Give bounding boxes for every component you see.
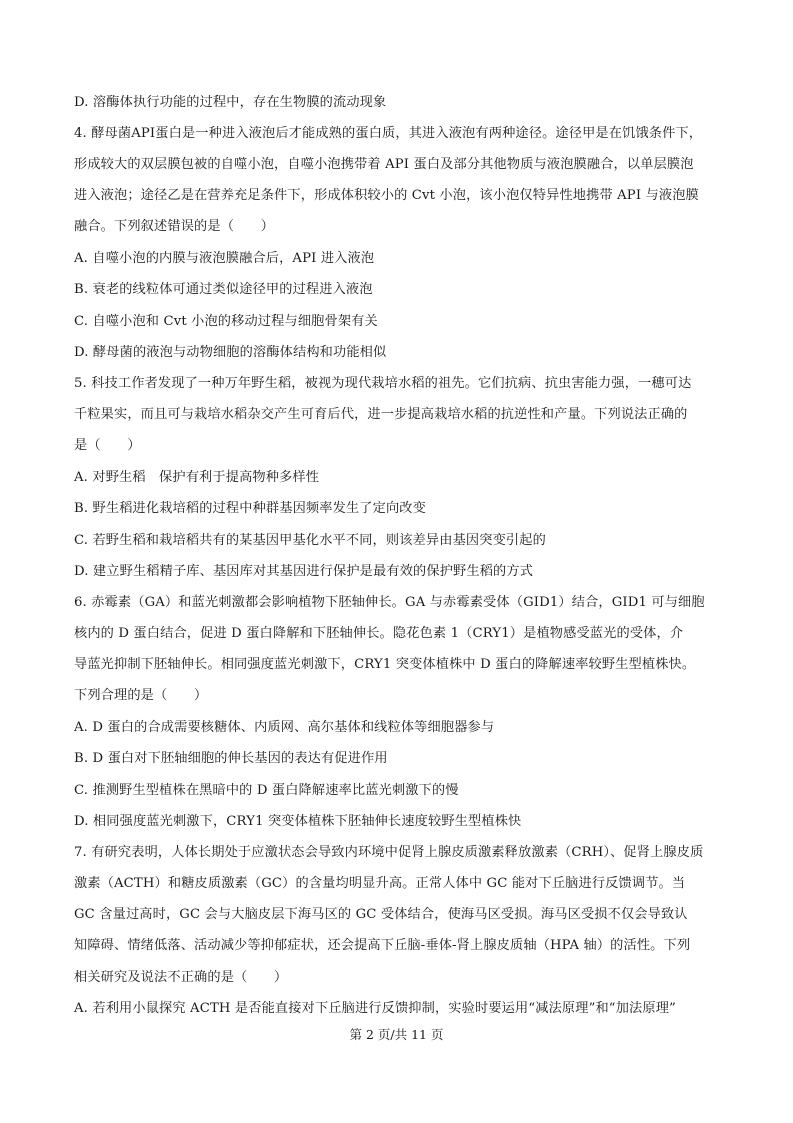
option-d: D. 建立野生稻精子库、基因库对其基因进行保护是最有效的保护野生稻的方式 [74, 564, 534, 579]
text-line: 核内的 D 蛋白结合，促进 D 蛋白降解和下胚轴伸长。隐花色素 1（CRY1）是植物感受蓝光的受体，介 [74, 626, 684, 641]
text-line: D. 溶酶体执行功能的过程中，存在生物膜的流动现象 [74, 95, 387, 110]
option-c: C. 自噬小泡和 Cvt 小泡的移动过程与细胞骨架有关 [74, 314, 378, 329]
option-c: C. 若野生稻和栽培稻共有的某基因甲基化水平不同，则该差异由基因突变引起的 [74, 533, 546, 548]
text-line: 形成较大的双层膜包被的自噬小泡，自噬小泡携带着 API 蛋白及部分其他物质与液泡膜融合，以单层膜泡 [74, 157, 694, 172]
option-b: B. D 蛋白对下胚轴细胞的伸长基因的表达有促进作用 [74, 751, 388, 766]
option-a: A. 对野生稻 保护有利于提高物种多样性 [74, 470, 320, 485]
text-line: 导蓝光抑制下胚轴伸长。相同强度蓝光刺激下，CRY1 突变体植株中 D 蛋白的降解速率较野生型植株快。 [74, 657, 696, 672]
page-number-footer: 第 2 页/共 11 页 [349, 1027, 444, 1042]
question-4-stem: 4. 酵母菌API蛋白是一种进入液泡后才能成熟的蛋白质，其进入液泡有两种途径。途径甲是在饥饿条件下， [74, 126, 703, 141]
question-6-stem: 6. 赤霉素（GA）和蓝光刺激都会影响植物下胚轴伸长。GA 与赤霉素受体（GID1）结合，GID1 可与细胞 [74, 595, 705, 610]
option-b: B. 衰老的线粒体可通过类似途径甲的过程进入液泡 [74, 282, 373, 297]
text-line: 进入液泡；途径乙是在营养充足条件下，形成体积较小的 Cvt 小泡，该小泡仅特异性地携带 API 与液泡膜 [74, 188, 699, 203]
question-5-stem: 5. 科技工作者发现了一种万年野生稻，被视为现代栽培水稻的祖先。它们抗病、抗虫害能力强，一穗可达 [74, 376, 692, 391]
text-line: 激素（ACTH）和糖皮质激素（GC）的含量均明显升高。正常人体中 GC 能对下丘脑进行反馈调节。当 [74, 876, 686, 891]
option-d: D. 酵母菌的液泡与动物细胞的溶酶体结构和功能相似 [74, 345, 387, 360]
text-line: 相关研究及说法不正确的是（ ） [74, 970, 288, 985]
text-line: 知障碍、情绪低落、活动减少等抑郁症状，还会提高下丘脑-垂体-肾上腺皮质轴（HPA 轴）的活性。下列 [74, 938, 691, 953]
text-line: 融合。下列叙述错误的是（ ） [74, 219, 275, 234]
question-7-stem: 7. 有研究表明，人体长期处于应激状态会导致内环境中促肾上腺皮质激素释放激素（CRH）、促肾上腺皮质 [74, 845, 704, 860]
option-a: A. D 蛋白的合成需要核糖体、内质网、高尔基体和线粒体等细胞器参与 [74, 720, 495, 735]
option-a: A. 自噬小泡的内膜与液泡膜融合后，API 进入液泡 [74, 251, 375, 266]
option-c: C. 推测野生型植株在黑暗中的 D 蛋白降解速率比蓝光刺激下的慢 [74, 783, 459, 798]
text-line: GC 含量过高时，GC 会与大脑皮层下海马区的 GC 受体结合，使海马区受损。海马区受损不仅会导致认 [74, 907, 688, 922]
text-line: 是（ ） [74, 438, 141, 453]
option-d: D. 相同强度蓝光刺激下，CRY1 突变体植株下胚轴伸长速度较野生型植株快 [74, 814, 522, 829]
option-a: A. 若利用小鼠探究 ACTH 是否能直接对下丘脑进行反馈抑制，实验时要运用“减法原理”和“加法原理” [74, 1001, 676, 1016]
text-line: 千粒果实，而且可与栽培水稻杂交产生可育后代，进一步提高栽培水稻的抗逆性和产量。下列说法正确的 [74, 407, 688, 422]
option-b: B. 野生稻进化栽培稻的过程中种群基因频率发生了定向改变 [74, 501, 426, 516]
text-line: 下列合理的是（ ） [74, 688, 208, 703]
